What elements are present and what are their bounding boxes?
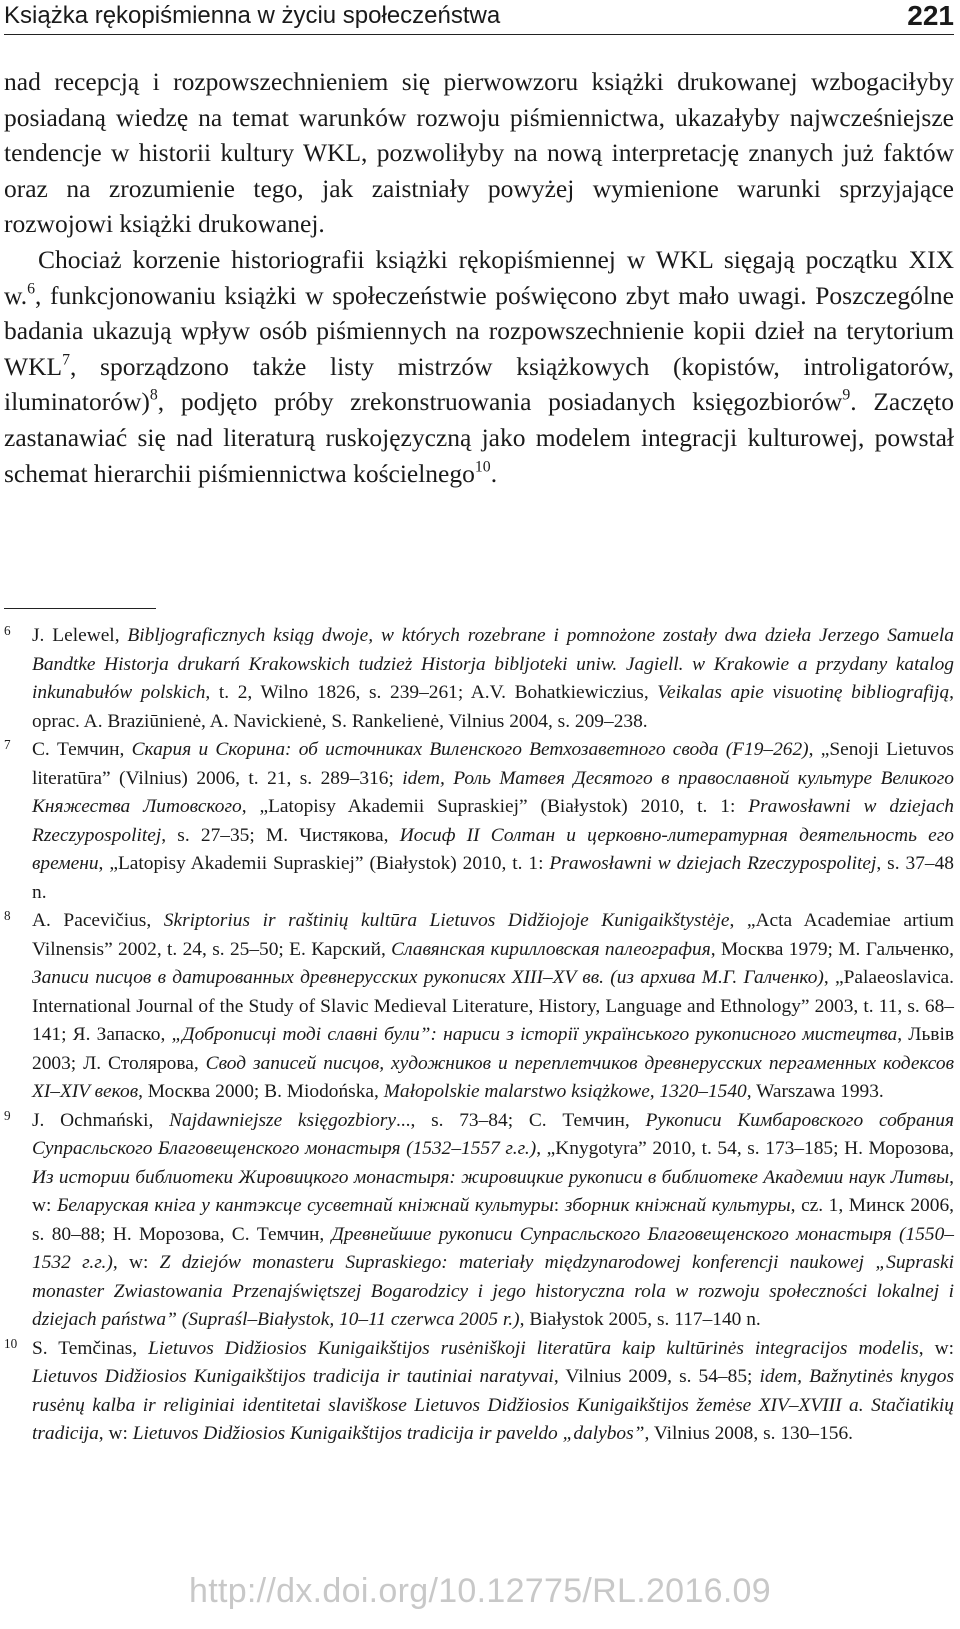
- footnote-text: [32, 625, 954, 732]
- footnote-9: [4, 1107, 954, 1335]
- footnote-number: 9: [4, 1107, 11, 1123]
- text-run: , s. 27–35; М. Чистякова,: [161, 824, 400, 846]
- italic-title: Prawosławni w dziejach Rzeczypospolitej: [549, 853, 877, 874]
- footnote-text: [32, 1338, 954, 1445]
- text-run: J. Ochmański,: [32, 1109, 170, 1131]
- italic-title: Древнейшие рукописи Супрасльского Благовещенского монастыря (1550–1532 г.г.): [32, 1223, 954, 1273]
- italic-title: Bibljograficznych ksiąg dwoje, w których rozebrane i pomnożone zostały dwa dzieła Jerzego Samuela Bandtke Historja drukarń Krakowskich tudzież Historja bibljoteki uniw. Jagiell. w Krakowie a przydany katalog inkunabułów polskich: [32, 625, 954, 703]
- paragraph-1: nad recepcją i rozpowszechnieniem się pierwowzoru książki drukowanej wzbogaciłyby posiadaną wiedzę na temat warunków rozwoju piśmiennictwa, ukazałyby najwcześniejsze tendencje w historii kultury WKL, pozwoliłyby na nową interpretację znanych już faktów oraz na zrozumienie tego, jak zaistniały powyżej wymienione warunki sprzyjające rozwojowi książki drukowanej.: [4, 67, 954, 239]
- text-run: , funkcjonowaniu książki w społeczeństwie poświęcono zbyt mało uwagi. Poszczególne badania ukazują wpływ osób piśmiennych na rozpowszechnienie kopii dzieł na terytorium WKL: [4, 280, 954, 381]
- italic-title: зборник кніжнай культуры: [564, 1195, 791, 1216]
- italic-title: Иосиф II Солтан и церковно-литературная деятельность его времени: [32, 824, 955, 874]
- footnote-ref-7[interactable]: 7: [62, 351, 70, 369]
- italic-title: Prawosławni w dziejach Rzeczypospolitej: [32, 796, 954, 846]
- italic-title: Свод записей писцов, художников и переплетчиков древнерусских пергаменных кодексов XI–XIV веков: [32, 1052, 954, 1102]
- text-run: , t. 2, Wilno 1826, s. 239–261; A.V. Bohatkiewiczius,: [205, 682, 658, 703]
- text-run: , oprac. A. Braziūnienė, A. Navickienė, S. Rankelienė, Vilnius 2004, s. 209–238.: [32, 682, 954, 732]
- text-run: ..., s. 73–84; С. Темчин,: [395, 1109, 646, 1131]
- text-run: , Москва 1979; М. Гальченко,: [710, 938, 954, 960]
- text-run: , sporządzono także listy mistrzów książkowych (kopistów, introligatorów, iluminatorów): [4, 351, 954, 417]
- italic-title: Рукописи Кимбаровского собрания Супрасльского Благовещенского монастыря (1532–1557 г.г.): [32, 1109, 954, 1159]
- text-run: A. Pacevičius,: [32, 910, 164, 931]
- text-run: , podjęto próby zrekonstruowania posiadanych księgozbiorów: [157, 387, 843, 417]
- text-run: Chociaż korzenie historiografii książki rękopiśmiennej w WKL sięgają początku XIX w.: [4, 244, 954, 310]
- text-run: , Vilnius 2009, s. 54–85;: [553, 1366, 760, 1387]
- main-text: [4, 64, 954, 491]
- doi-watermark[interactable]: http://dx.doi.org/10.12775/RL.2016.09: [189, 1572, 771, 1610]
- text-run: . Zaczęto zastanawiać się nad literaturą ruskojęzyczną jako modelem integracji kulturowej, powstał schemat hierarchii piśmiennictwa kościelnego: [4, 387, 955, 488]
- italic-title: Беларуская кніга у кантэксце сусветнай кніжнай культуры: [56, 1195, 554, 1216]
- italic-title: Małopolskie malarstwo książkowe, 1320–1540: [383, 1081, 747, 1102]
- text-run: , s. 37–48 n.: [32, 853, 954, 903]
- italic-title: Lietuvos Didžiosios Kunigaikštijos tradicija ir tautiniai naratyvai: [32, 1366, 554, 1387]
- text-run: J. Lelewel,: [32, 625, 128, 646]
- text-run: , „Knygotyra” 2010, t. 54, s. 173–185; Н. Морозова,: [536, 1138, 954, 1159]
- text-run: , cz. 1, Минск 2006, s. 80–88; Н. Морозова, С. Темчин,: [32, 1195, 954, 1245]
- text-run: , Москва 2000; B. Miodońska,: [138, 1081, 384, 1102]
- text-run: , „Acta Academiae artium Vilnensis” 2002, t. 24, s. 25–50; Е. Карский,: [32, 910, 954, 960]
- text-run: , Białystok 2005, s. 117–140 n.: [519, 1309, 761, 1330]
- italic-title: Записи писцов в датированных древнерусских рукописях XIII–XV вв. (из архива М.Г. Галченко): [32, 967, 824, 988]
- footnote-10: [4, 1335, 954, 1449]
- footnote-separator: [4, 608, 156, 609]
- italic-title: Славянская кирилловская палеография: [391, 938, 711, 960]
- text-run: :: [553, 1195, 565, 1216]
- footnote-ref-9[interactable]: 9: [842, 387, 851, 405]
- text-run: , „Senoji Lietuvos literatūra” (Vilnius) 2006, t. 21, s. 289–316;: [32, 739, 954, 789]
- running-title: Książka rękopiśmienna w życiu społeczeństwa: [4, 2, 501, 29]
- page-number: 221: [907, 0, 954, 31]
- footnote-8: [4, 907, 954, 1107]
- italic-title: Lietuvos Didžiosios Kunigaikštijos tradicija ir paveldo „dalybos”: [132, 1423, 645, 1444]
- footnote-6: [4, 622, 954, 736]
- text-run: , w:: [32, 1166, 954, 1216]
- footnote-text: [32, 910, 954, 1102]
- text-run: , „Latopisy Akademii Supraskiej” (Białystok) 2010, t. 1:: [241, 796, 749, 817]
- italic-title: Lietuvos Didžiosios Kunigaikštijos rusėniškoji literatūra kaip kultūrinės integracijos modelis: [148, 1337, 919, 1359]
- footnote-number: 7: [4, 737, 11, 752]
- text-run: S. Temčinas,: [32, 1337, 149, 1359]
- text-run: , „Palaeoslavica. International Journal of the Study of Slavic Medieval Literature, History, Language and Ethnology” 2003, t. 11, s. 68–141; Я. Запаско,: [32, 967, 955, 1045]
- italic-title: idem, Bažnytinės knygos rusėnų kalba ir religiniai identitetai slaviškose Lietuvos Didžiosios Kunigaikštijos žemėse XIV–XVIII a. Stačiatikių tradicija: [32, 1366, 955, 1444]
- italic-title: Skriptorius ir raštinių kultūra Lietuvos Didžiojoje Kunigaikštystėje: [163, 910, 730, 931]
- italic-title: „Доброписці тоді славні були”: нариси з історії українського рукописного мистецтва: [171, 1024, 898, 1045]
- text-run: , w:: [98, 1423, 133, 1444]
- italic-title: idem, Роль Матвея Десятого в православной культуре Великого Княжества Литовского: [32, 767, 954, 817]
- italic-title: Z dziejów monasteru Supraskiego: materiały międzynarodowej konferencji naukowej „Supraski monaster Zwiastowania Przenajświętszej Bogarodzicy i jego historyczna rola w rozwoju społeczności lokalnej i dziejach państwa” (Supraśl–Białystok, 10–11 czerwca 2005 r.): [32, 1252, 954, 1330]
- page-header: [4, 0, 954, 35]
- footnotes: [4, 622, 954, 1449]
- footnote-ref-8[interactable]: 8: [149, 387, 158, 405]
- text-run: , Warszawa 1993.: [746, 1081, 884, 1102]
- italic-title: Najdawniejsze księgozbiory: [169, 1109, 396, 1131]
- footnote-7: [4, 736, 954, 907]
- footnote-ref-6[interactable]: 6: [27, 280, 36, 298]
- footnote-ref-10[interactable]: 10: [474, 458, 491, 476]
- text-run: С. Темчин,: [32, 739, 132, 760]
- footnote-number: 10: [4, 1335, 18, 1351]
- text-run: , „Latopisy Akademii Supraskiej” (Białystok) 2010, t. 1:: [98, 853, 550, 874]
- text-run: .: [490, 458, 498, 488]
- text-run: , Vilnius 2008, s. 130–156.: [644, 1423, 854, 1444]
- footnote-number: 6: [4, 623, 11, 638]
- footnote-text: [32, 739, 954, 903]
- footnote-number: 8: [4, 908, 11, 923]
- italic-title: Скария и Скорина: об источниках Виленского Ветхозаветного свода (F19–262): [131, 739, 809, 760]
- italic-title: Veikalas apie visuotinę bibliografiją: [657, 682, 950, 703]
- footnote-text: [32, 1110, 954, 1331]
- text-run: , Львів 2003; Л. Столярова,: [32, 1024, 954, 1074]
- italic-title: Из истории библиотеки Жировицкого монастыря: жировицкие рукописи в библиотеке Академии наук Литвы: [32, 1166, 950, 1188]
- paragraph-2: [4, 242, 954, 491]
- text-run: , w:: [112, 1252, 160, 1273]
- text-run: , w:: [918, 1337, 954, 1359]
